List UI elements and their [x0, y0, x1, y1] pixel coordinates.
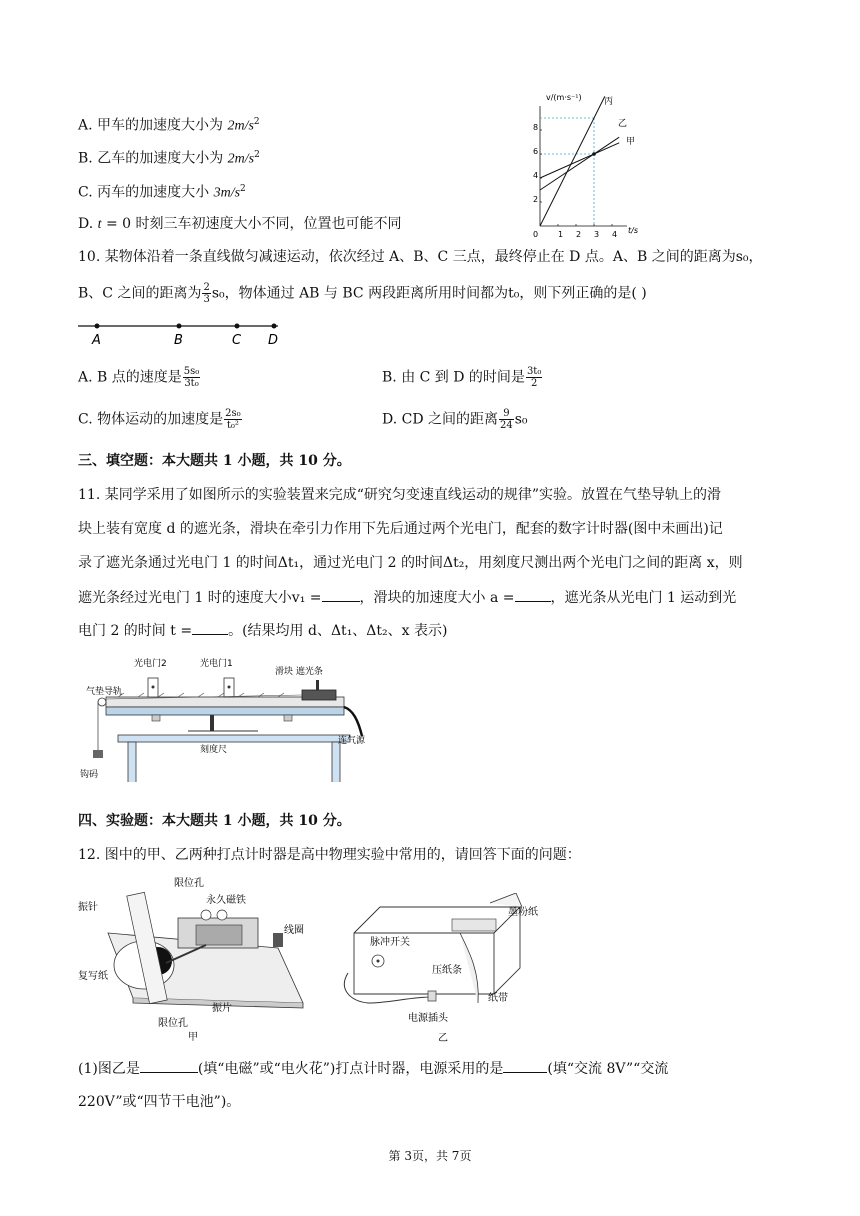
q9-option-b: B. 乙车的加速度大小为 $2m/s^2$: [78, 150, 260, 167]
blank-power[interactable]: [503, 1058, 547, 1073]
q12-line1: 12. 图中的甲、乙两种打点计时器是高中物理实验中常用的，请回答下面的问题：: [78, 847, 581, 863]
q10-option-a: A. B 点的速度是 $\frac{\text{5s₀}}{\text{3t₀}}$: [78, 366, 200, 389]
blank-t[interactable]: [192, 620, 228, 635]
graph-label-jia: 甲: [626, 137, 636, 147]
label-air: 连气源: [338, 736, 366, 746]
q10-option-b: B. 由 C 到 D 的时间是 $\frac{\text{3t₀}}{2}$: [382, 366, 542, 389]
q11-line2: 块上装有宽度 d 的遮光条，滑块在牵引力作用下先后通过两个光电门，配套的数字计时器(图中未画出)记: [78, 521, 723, 537]
graph-lines: [540, 96, 619, 226]
graph-ytick-6: 6: [533, 147, 539, 156]
label-press: 压纸条: [432, 965, 462, 976]
electromagnetic-timer-figure: [78, 873, 318, 1043]
series-line-0: [540, 96, 605, 226]
label-plate: 振片: [212, 1003, 232, 1014]
label-weight: 钩码: [80, 770, 99, 780]
q10-points-diagram: [78, 316, 298, 348]
q12-line3: 220V”或“四节干电池”)。: [78, 1094, 241, 1110]
q11-line4: 遮光条经过光电门 1 时的速度大小v₁ = ，滑块的加速度大小 a = ，遮光条从光电门 1 运动到光: [78, 587, 736, 608]
label-plug: 电源插头: [408, 1013, 448, 1024]
q10-option-d: D. CD 之间的距离 $\frac{9}{24}$ s₀: [382, 408, 528, 431]
series-line-1: [540, 137, 619, 190]
label-coil: 线圈: [284, 925, 304, 936]
caption-yi: 乙: [438, 1033, 448, 1043]
label-gate2: 光电门2: [134, 659, 167, 669]
label-tape: 纸带: [488, 993, 508, 1004]
section-3-title: 三、填空题：本大题共 1 小题，共 10 分。: [78, 453, 351, 469]
label-gate1: 光电门1: [200, 659, 233, 669]
point-c: C: [232, 333, 242, 348]
q9-option-c: C. 丙车的加速度大小 $3m/s^2$: [78, 184, 246, 201]
graph-xtick-2: 2: [576, 230, 582, 239]
q9-option-a: A. 甲车的加速度大小为 $2m/s^2$: [78, 117, 260, 134]
q11-line3: 录了遮光条通过光电门 1 的时间Δt₁，通过光电门 2 的时间Δt₂，用刻度尺测出两个光电门之间的距离 x，则: [78, 555, 743, 571]
blank-v1[interactable]: [322, 587, 360, 602]
blank-a[interactable]: [515, 587, 551, 602]
q9-option-d: D. t = 0 时刻三车初速度大小不同，位置也可能不同: [78, 216, 402, 232]
page-footer: 第 3页，共 7页: [388, 1149, 472, 1163]
air-track-figure: [78, 652, 378, 782]
q10-line2: B、C 之间的距离为 $\frac{2}{3}$ s₀，物体通过 AB 与 BC 两段距离所用时间都为t₀，则下列正确的是( ): [78, 282, 647, 305]
point-b: B: [174, 333, 183, 348]
label-magnet: 永久磁铁: [206, 895, 246, 906]
graph-xtick-1: 1: [558, 230, 564, 239]
graph-label-yi: 乙: [618, 119, 628, 129]
graph-ytick-4: 4: [533, 171, 539, 180]
q12-line2: (1)图乙是 (填“电磁”或“电火花”)打点计时器，电源采用的是 (填“交流 8V”“交流: [78, 1058, 668, 1079]
label-paper: 复写纸: [78, 971, 108, 982]
q10-fraction: $\frac{2}{3}$: [203, 282, 210, 305]
graph-label-bing: 丙: [604, 97, 614, 107]
section-4-title: 四、实验题：本大题共 1 小题，共 10 分。: [78, 813, 351, 829]
label-hole-bottom: 限位孔: [158, 1018, 188, 1029]
label-ruler: 刻度尺: [200, 745, 228, 755]
label-hole-top: 限位孔: [174, 878, 204, 889]
graph-origin: 0: [533, 230, 539, 239]
spark-timer-figure: [340, 893, 560, 1043]
point-a: A: [92, 333, 101, 348]
graph-ytick-8: 8: [533, 123, 539, 132]
graph-ylabel: v/(m·s⁻¹): [546, 93, 582, 102]
blank-timer-type[interactable]: [140, 1058, 198, 1073]
q10-option-c: C. 物体运动的加速度是 $\frac{\text{2s₀}}{\text{t₀²}}$: [78, 408, 241, 431]
label-ink: 墨粉纸: [508, 907, 538, 918]
graph-xtick-3: 3: [594, 230, 600, 239]
intersection-point: [592, 152, 596, 156]
series-line-2: [540, 143, 619, 178]
q11-line5: 电门 2 的时间 t = 。(结果均用 d、Δt₁、Δt₂、x 表示): [78, 620, 447, 641]
vt-graph: [528, 90, 648, 240]
caption-jia: 甲: [188, 1032, 198, 1043]
graph-xlabel: t/s: [628, 226, 638, 235]
graph-ytick-2: 2: [533, 195, 539, 204]
q11-line1: 11. 某同学采用了如图所示的实验装置来完成“研究匀变速直线运动的规律”实验。放置在气垫导轨上的滑: [78, 487, 722, 503]
label-slider: 滑块 遮光条: [275, 667, 323, 677]
label-switch: 脉冲开关: [370, 937, 410, 948]
q10-line1: 10. 某物体沿着一条直线做匀减速运动，依次经过 A、B、C 三点，最终停止在 D 点。A、B 之间的距离为s₀，: [78, 249, 763, 265]
point-d: D: [268, 333, 279, 348]
graph-xtick-4: 4: [612, 230, 618, 239]
graph-axes: [540, 106, 627, 226]
label-needle: 振针: [78, 902, 98, 913]
label-rail: 气垫导轨: [86, 687, 123, 697]
